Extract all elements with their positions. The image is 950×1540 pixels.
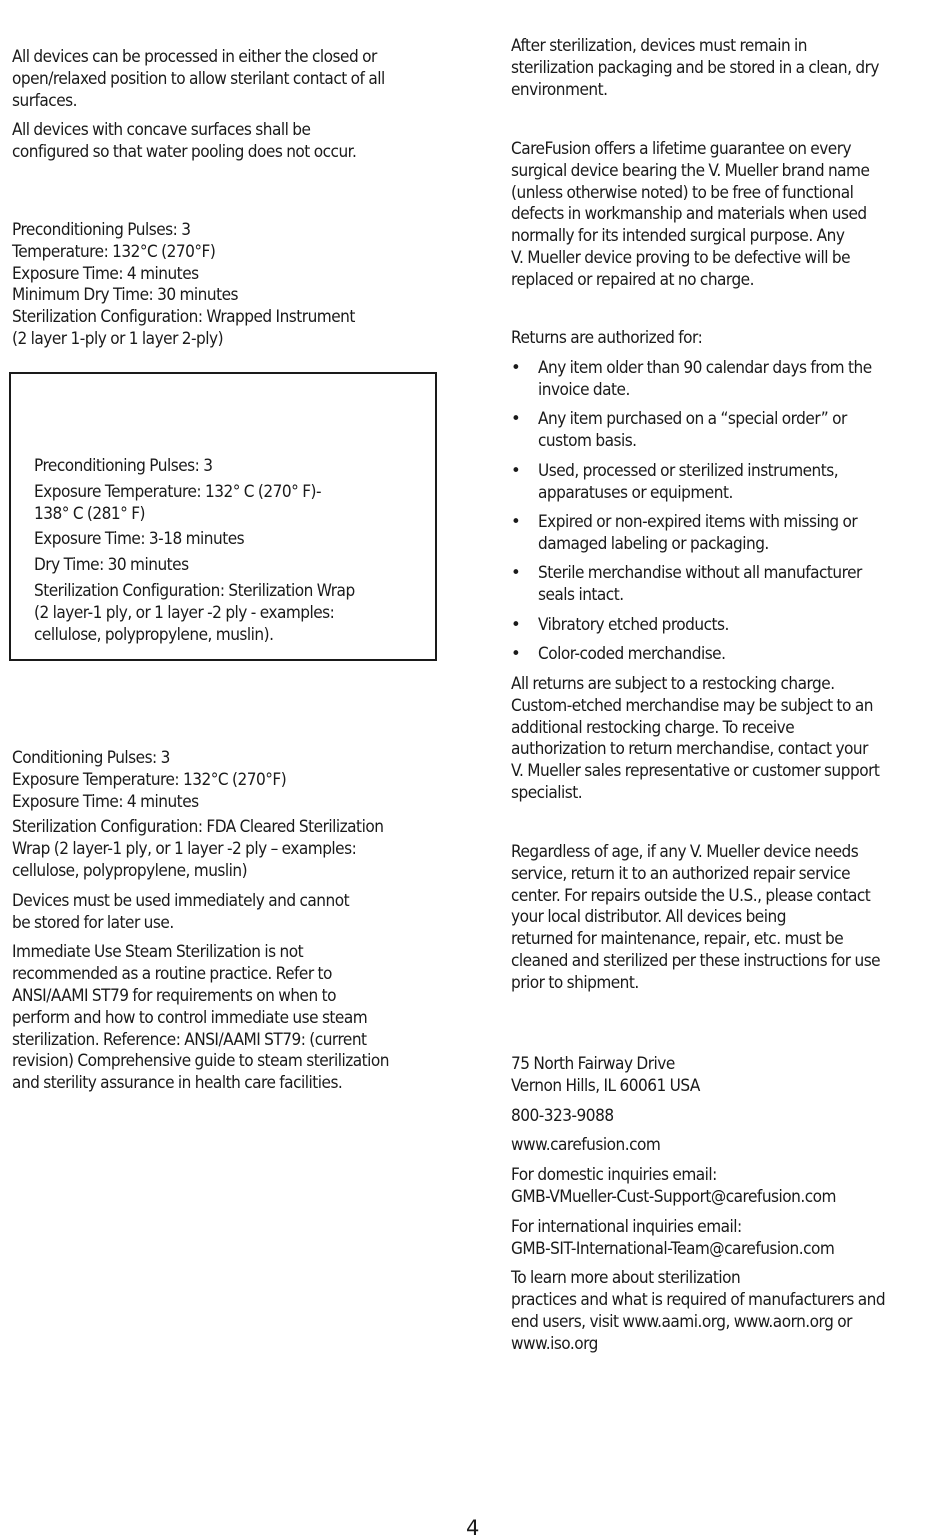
box-configuration: Sterilization Configuration: Sterilization Wrap (2 layer-1 ply, or 1 layer -2 ply - examples: cellulose, polypropylene, muslin). xyxy=(34,580,355,644)
international-inquiries: For international inquiries email: GMB-SIT-International-Team@carefusion.com xyxy=(511,1216,835,1258)
returns-item: Any item older than 90 calendar days from the invoice date. xyxy=(538,358,872,399)
immediate-use-note: Devices must be used immediately and cannot be stored for later use. xyxy=(12,890,350,932)
returns-item: Any item purchased on a “special order” or custom basis. xyxy=(538,409,847,450)
returns-item: Vibratory etched products. xyxy=(538,615,729,634)
bullet-marker: • xyxy=(511,563,521,582)
box-dry-time: Dry Time: 30 minutes xyxy=(34,555,189,575)
bullet-marker: • xyxy=(511,409,521,428)
wrapped-pulses: Preconditioning Pulses: 3 xyxy=(12,220,191,239)
storage-paragraph xyxy=(511,35,937,100)
concave-surface-text: All devices with concave surfaces shall be configured so that water pooling does not occur. xyxy=(12,120,357,161)
wrapped-dry-time: Minimum Dry Time: 30 minutes xyxy=(12,285,239,305)
bullet-marker: • xyxy=(511,358,521,377)
immediate-configuration: Sterilization Configuration: FDA Cleared Sterilization Wrap (2 layer-1 ply, or 1 layer -2 ply – examples: cellulose, polypropylene, muslin) xyxy=(12,817,384,880)
box-temperature: Exposure Temperature: 132° C (270° F)- 138° C (281° F) xyxy=(34,481,322,523)
bullet-marker: • xyxy=(511,512,521,531)
restocking-text: All returns are subject to a restocking charge. Custom-etched merchandise may be subject to an additional restocking charge. To receive authorization to return merchandise, contact your V. Mueller sales representative or customer support specialist. xyxy=(511,674,880,802)
concave-surface-paragraph xyxy=(12,119,440,163)
repair-text: Regardless of age, if any V. Mueller device needs service, return it to an authorized repair service center. For repairs outside the U.S., please contact your local distributor. All devices being returned for maintenance, repair, etc. must be cleaned and sterilized per these instructions for use prior to shipment. xyxy=(511,842,881,992)
contact-block xyxy=(511,1053,937,1355)
box-exposure: Exposure Time: 3-18 minutes xyxy=(34,529,245,549)
restocking-paragraph xyxy=(511,673,937,804)
guarantee-paragraph xyxy=(511,138,937,291)
wrapped-cycle-parameters xyxy=(12,219,440,350)
wrapped-configuration: Sterilization Configuration: Wrapped Instrument (2 layer 1-ply or 1 layer 2-ply) xyxy=(12,307,355,348)
immediate-temperature: Exposure Temperature: 132°C (270°F) xyxy=(12,769,287,789)
learn-more-text: To learn more about sterilization practices and what is required of manufacturers and end users, visit www.aami.org, www.aorn.org or www.iso.org xyxy=(511,1268,886,1353)
company-website: www.carefusion.com xyxy=(511,1135,661,1155)
page-number: 4 xyxy=(466,1516,480,1540)
company-phone: 800-323-9088 xyxy=(511,1105,614,1125)
domestic-inquiries: For domestic inquiries email: GMB-VMueller-Cust-Support@carefusion.com xyxy=(511,1165,836,1206)
processing-position-text: All devices can be processed in either the closed or open/relaxed position to allow sterilant contact of all surfaces. xyxy=(12,47,385,110)
wrapped-temperature: Temperature: 132°C (270°F) xyxy=(12,241,216,261)
returns-item: Used, processed or sterilized instruments, apparatuses or equipment. xyxy=(538,461,839,502)
bullet-marker: • xyxy=(511,461,521,480)
returns-item: Sterile merchandise without all manufacturer seals intact. xyxy=(538,563,862,604)
immediate-use-warning: Immediate Use Steam Sterilization is not recommended as a routine practice. Refer to ANSI/AAMI ST79 for requirements on when to perform and how to control immediate use steam sterilization. Reference: ANSI/AAMI ST79: (current revision) Comprehensive guide to steam sterilization and sterility assurance in health care facilities. xyxy=(12,942,389,1093)
returns-intro xyxy=(511,327,937,349)
extended-cycle-parameters xyxy=(34,455,425,645)
bullet-marker: • xyxy=(511,615,521,634)
box-pulses: Preconditioning Pulses: 3 xyxy=(34,456,213,475)
returns-item: Color-coded merchandise. xyxy=(538,644,726,663)
processing-position-paragraph xyxy=(12,46,440,111)
bullet-marker: • xyxy=(511,644,521,663)
guarantee-text: CareFusion offers a lifetime guarantee on every surgical device bearing the V. Mueller brand name (unless otherwise noted) to be free of functional defects in workmanship and materials when used normally for its intended surgical purpose. Any V. Mueller device proving to be defective will be replaced or repaired at no charge. xyxy=(511,139,870,289)
immediate-exposure: Exposure Time: 4 minutes xyxy=(12,791,199,811)
company-address: 75 North Fairway Drive Vernon Hills, IL 60061 USA xyxy=(511,1054,700,1095)
returns-intro-text: Returns are authorized for: xyxy=(511,328,703,347)
immediate-pulses: Conditioning Pulses: 3 xyxy=(12,748,170,767)
wrapped-exposure: Exposure Time: 4 minutes xyxy=(12,263,199,283)
returns-item: Expired or non-expired items with missing or damaged labeling or packaging. xyxy=(538,512,858,553)
repair-paragraph xyxy=(511,841,937,994)
immediate-use-parameters xyxy=(12,747,440,1094)
storage-text: After sterilization, devices must remain in sterilization packaging and be stored in a clean, dry environment. xyxy=(511,36,879,99)
